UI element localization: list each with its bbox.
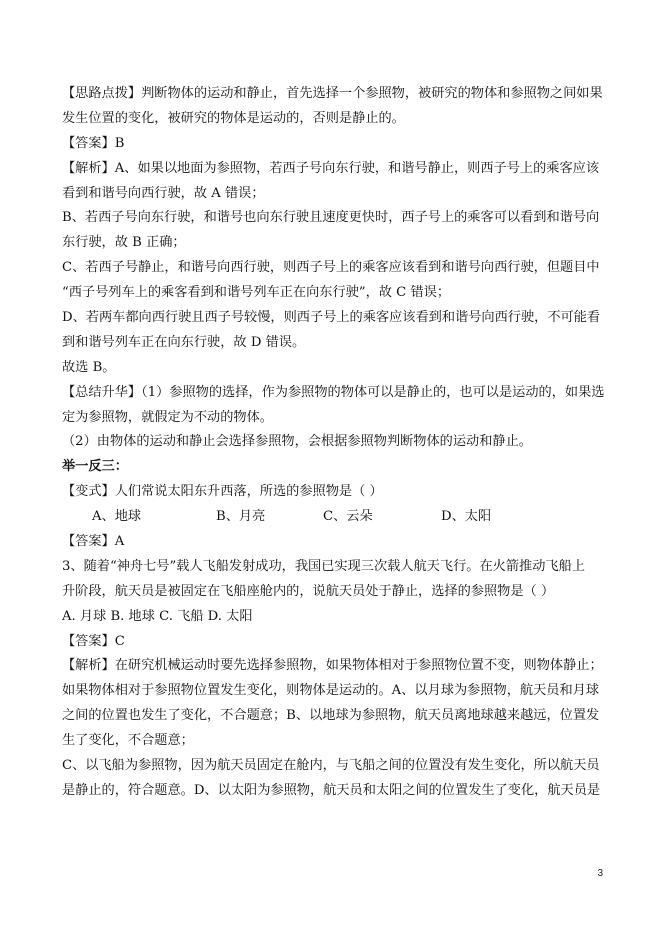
text-line: 定为参照物，就假定为不动的物体。 bbox=[62, 409, 273, 425]
text-line: B、若西子号向东行驶，和谐号也向东行驶且速度更快时，西子号上的乘客可以看到和谐号向 bbox=[62, 210, 600, 226]
question-line: 3、随着“神舟七号”载人飞船发射成功，我国已实现三次载人航天飞行。在火箭推动飞船上 bbox=[62, 558, 585, 574]
text-line: D、若两车都向西行驶且西子号较慢，则西子号上的乘客应该看到和谐号向西行驶，不可能看 bbox=[62, 310, 601, 326]
text-line: 【思路点拨】判断物体的运动和静止，首先选择一个参照物，被研究的物体和参照物之间如果 bbox=[62, 86, 603, 101]
text-line: 【总结升华】（1）参照物的选择，作为参照物的物体可以是静止的，也可以是运动的，如果选 bbox=[62, 384, 605, 400]
page-number: 3 bbox=[597, 868, 603, 879]
option-d: D、太阳 bbox=[441, 509, 492, 525]
option-a: A、地球 bbox=[92, 509, 142, 525]
answer-line: 【答案】A bbox=[62, 534, 125, 550]
text-line: 【解析】在研究机械运动时要先选择参照物，如果物体相对于参照物位置不变，则物体静止； bbox=[62, 658, 603, 674]
option-b: B、月亮 bbox=[216, 509, 266, 525]
option-c: C、云朵 bbox=[323, 509, 373, 525]
text-line: 到和谐号列车正在向东行驶，故 D 错误。 bbox=[62, 334, 306, 350]
text-line: 看到和谐号向西行驶，故 A 错误； bbox=[62, 185, 265, 201]
text-line: 是静止的，符合题意。D、以太阳为参照物，航天员和太阳之间的位置发生了变化，航天员是 bbox=[62, 782, 601, 798]
text-line: 生了变化，不合题意； bbox=[62, 733, 194, 749]
text-line: “西子号列车上的乘客看到和谐号列车正在向东行驶”，故 C 错误； bbox=[62, 285, 451, 301]
text-line: 之间的位置也发生了变化，不合题意；B、以地球为参照物，航天员离地球越来越远，位置发 bbox=[62, 708, 600, 724]
options-row bbox=[62, 505, 608, 530]
text-line: 【解析】A、如果以地面为参照物，若西子号向东行驶，和谐号静止，则西子号上的乘客应该 bbox=[62, 160, 600, 176]
options-line: A. 月球 B. 地球 C. 飞船 D. 太阳 bbox=[62, 608, 253, 624]
text-line: 东行驶，故 B 正确； bbox=[62, 235, 186, 251]
section-heading: 举一反三： bbox=[62, 459, 128, 475]
question-line: 【变式】人们常说太阳东升西落，所选的参照物是（ ） bbox=[62, 484, 383, 500]
text-line: C、以飞船为参照物，因为航天员固定在舱内，与飞船之间的位置没有发生变化，所以航天员 bbox=[62, 758, 600, 774]
text-line: （2）由物体的运动和静止会选择参照物，会根据参照物判断物体的运动和静止。 bbox=[62, 434, 532, 450]
answer-line: 【答案】C bbox=[62, 633, 125, 649]
page-content bbox=[62, 82, 608, 804]
text-line: C、若西子号静止，和谐号向西行驶，则西子号上的乘客应该看到和谐号向西行驶，但题目中 bbox=[62, 260, 600, 276]
text-line: 故选 B。 bbox=[62, 359, 116, 375]
text-line: 如果物体相对于参照物位置发生变化，则物体是运动的。A、以月球为参照物，航天员和月球 bbox=[62, 683, 600, 699]
answer-line: 【答案】B bbox=[62, 135, 125, 151]
text-line: 发生位置的变化，被研究的物体是运动的，否则是静止的。 bbox=[62, 110, 405, 126]
question-line: 升阶段，航天员是被固定在飞船座舱内的，说航天员处于静止，选择的参照物是（ ） bbox=[62, 583, 555, 599]
